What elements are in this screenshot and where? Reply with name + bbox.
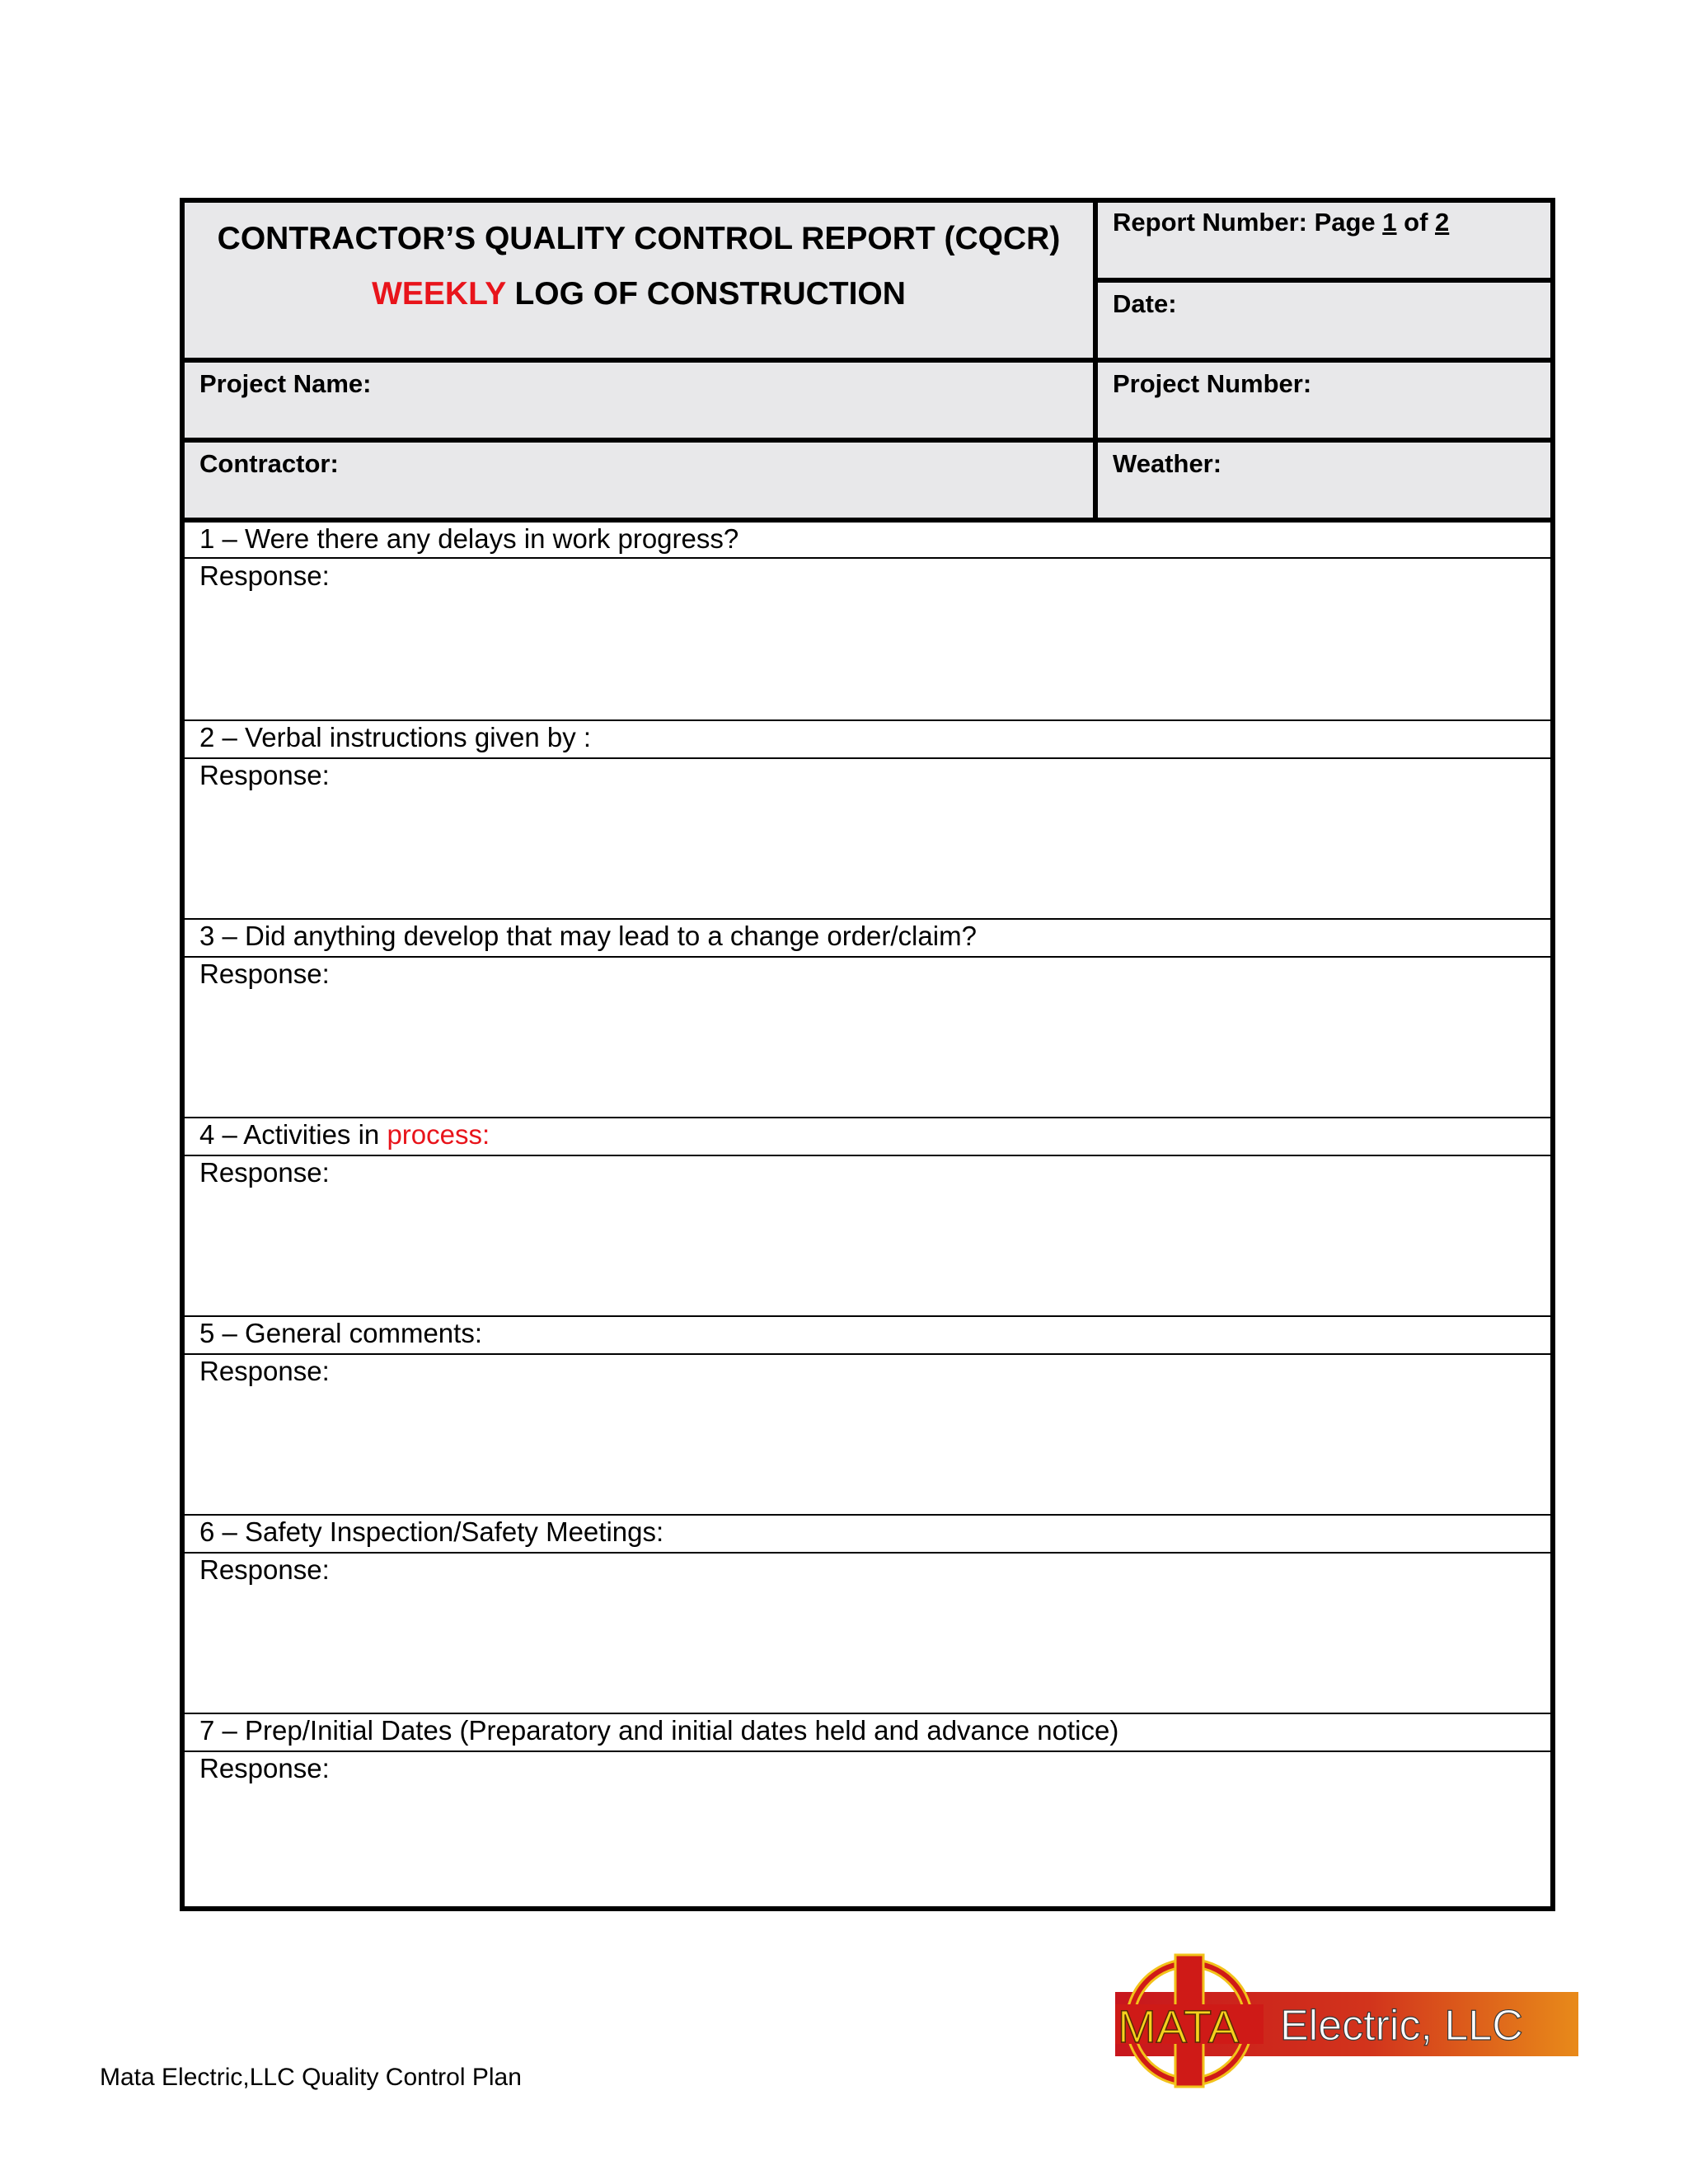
response-4-label[interactable]: Response: xyxy=(199,1157,330,1188)
question-4: 4 – Activities in process: xyxy=(185,1117,1550,1156)
contractor-cell[interactable] xyxy=(185,443,1093,523)
question-3: 3 – Did anything develop that may lead to a change order/claim? xyxy=(185,918,1550,958)
contractor-label: Contractor: xyxy=(199,449,339,478)
question-2: 2 – Verbal instructions given by : xyxy=(185,719,1550,759)
weather-label: Weather: xyxy=(1113,449,1222,478)
header-divider xyxy=(1093,203,1098,523)
logo-brand-text: MATA xyxy=(1118,2000,1240,2052)
question-7: 7 – Prep/Initial Dates (Preparatory and initial dates held and advance notice) xyxy=(185,1713,1550,1752)
project-name-cell[interactable] xyxy=(185,363,1093,443)
weather-cell[interactable] xyxy=(1098,443,1550,523)
project-name-label: Project Name: xyxy=(199,369,372,398)
report-number-cell[interactable] xyxy=(1098,203,1550,283)
response-5-label[interactable]: Response: xyxy=(199,1356,330,1386)
question-5: 5 – General comments: xyxy=(185,1315,1550,1355)
title-cell xyxy=(185,203,1093,363)
response-2-label[interactable]: Response: xyxy=(199,760,330,790)
question-1: 1 – Were there any delays in work progress? xyxy=(185,523,1550,559)
project-number-label: Project Number: xyxy=(1113,369,1312,398)
response-3-label[interactable]: Response: xyxy=(199,958,330,989)
process-highlight: process: xyxy=(387,1119,490,1150)
report-number-label: Report Number: Page 1 of 2 xyxy=(1113,208,1450,237)
form-title: CONTRACTOR’S QUALITY CONTROL REPORT (CQCR) xyxy=(217,221,1061,256)
response-1-label[interactable]: Response: xyxy=(199,560,330,591)
question-6: 6 – Safety Inspection/Safety Meetings: xyxy=(185,1514,1550,1554)
response-7-label[interactable]: Response: xyxy=(199,1753,330,1783)
page-total: 2 xyxy=(1435,208,1450,237)
response-6-label[interactable]: Response: xyxy=(199,1554,330,1585)
form-subtitle: WEEKLY LOG OF CONSTRUCTION xyxy=(372,276,906,312)
logo-company-text: Electric, LLC xyxy=(1280,2002,1523,2050)
footer-text: Mata Electric,LLC Quality Control Plan xyxy=(100,2064,522,2091)
mata-electric-logo xyxy=(1111,1953,1585,2089)
page-current: 1 xyxy=(1382,208,1397,237)
date-cell[interactable] xyxy=(1098,283,1550,363)
cqcr-form xyxy=(180,198,1555,1911)
project-number-cell[interactable] xyxy=(1098,363,1550,443)
date-label: Date: xyxy=(1113,289,1177,318)
weekly-highlight: WEEKLY xyxy=(372,276,506,312)
